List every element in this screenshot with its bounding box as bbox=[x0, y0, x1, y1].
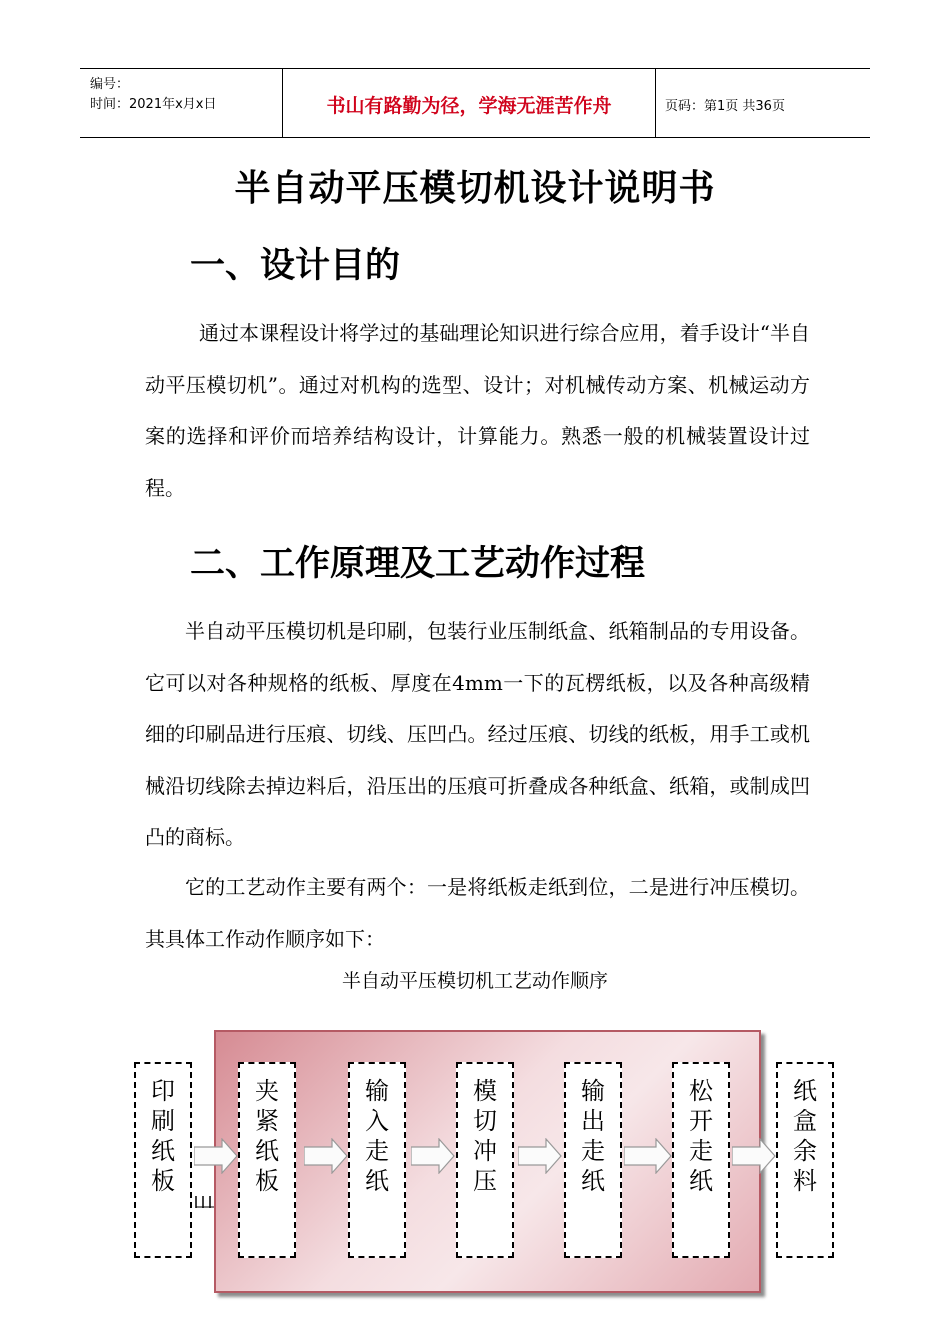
flow-arrow-icon bbox=[194, 1138, 238, 1174]
step-label: 模切冲压 bbox=[473, 1077, 497, 1195]
flow-arrow-icon bbox=[732, 1138, 776, 1174]
flow-arrow-icon bbox=[411, 1138, 455, 1174]
header-motto-cell bbox=[282, 69, 656, 137]
process-paragraph: 它的工艺动作主要有两个：一是将纸板走纸到位，二是进行冲压模切。其具体工作动作顺序如下： bbox=[145, 875, 810, 951]
number-label: 编号： bbox=[90, 77, 130, 92]
step-label: 纸盒余料 bbox=[793, 1077, 817, 1195]
step-box-waste bbox=[776, 1062, 834, 1258]
page-header bbox=[80, 68, 870, 138]
connector-stub-icon bbox=[194, 1196, 216, 1208]
section-heading-principle: 二、工作原理及工艺动作过程 bbox=[190, 544, 646, 584]
diagram-caption: 半自动平压模切机工艺动作顺序 bbox=[341, 970, 608, 992]
step-die-cut bbox=[456, 1062, 514, 1258]
flow-arrow-icon bbox=[518, 1138, 562, 1174]
step-feed-paper bbox=[348, 1062, 406, 1258]
document-title: 半自动平压模切机设计说明书 bbox=[234, 168, 716, 209]
time-label: 时间：2021年x月x日 bbox=[90, 97, 217, 112]
header-meta bbox=[80, 69, 280, 137]
flow-arrow-icon bbox=[304, 1138, 348, 1174]
step-release-paper bbox=[672, 1062, 730, 1258]
header-page-cell bbox=[655, 69, 870, 137]
purpose-paragraph: 通过本课程设计将学过的基础理论知识进行综合应用，着手设计“半自动平压模切机”。通过对机构的选型、设计；对机械传动方案、机械运动方案的选择和评价而培养结构设计，计算能力。熟悉一般的机械装置设计过程。 bbox=[145, 321, 810, 500]
step-print-board bbox=[134, 1062, 192, 1258]
section-heading-purpose: 一、设计目的 bbox=[190, 246, 401, 286]
flow-arrow-icon bbox=[624, 1138, 672, 1174]
header-motto: 书山有路勤为径，学海无涯苦作舟 bbox=[326, 95, 612, 117]
principle-paragraph: 半自动平压模切机是印刷，包装行业压制纸盒、纸箱制品的专用设备。它可以对各种规格的纸板、厚度在4mm一下的瓦楞纸板，以及各种高级精细的印刷品进行压痕、切线、压凹凸。经过压痕、切线的纸板，用手工或机械沿切线除去掉边料后，沿压出的压痕可折叠成各种纸盒、纸箱，或制成凹凸的商标。 bbox=[145, 619, 810, 849]
step-label: 输出走纸 bbox=[581, 1077, 605, 1195]
step-label: 输入走纸 bbox=[365, 1077, 389, 1195]
step-label: 松开走纸 bbox=[689, 1077, 713, 1195]
step-label: 印刷纸板 bbox=[151, 1077, 175, 1195]
step-output-paper bbox=[564, 1062, 622, 1258]
page-info: 页码：第1页 共36页 bbox=[665, 99, 785, 114]
step-clamp-board bbox=[238, 1062, 296, 1258]
step-label: 夹紧纸板 bbox=[255, 1077, 279, 1195]
